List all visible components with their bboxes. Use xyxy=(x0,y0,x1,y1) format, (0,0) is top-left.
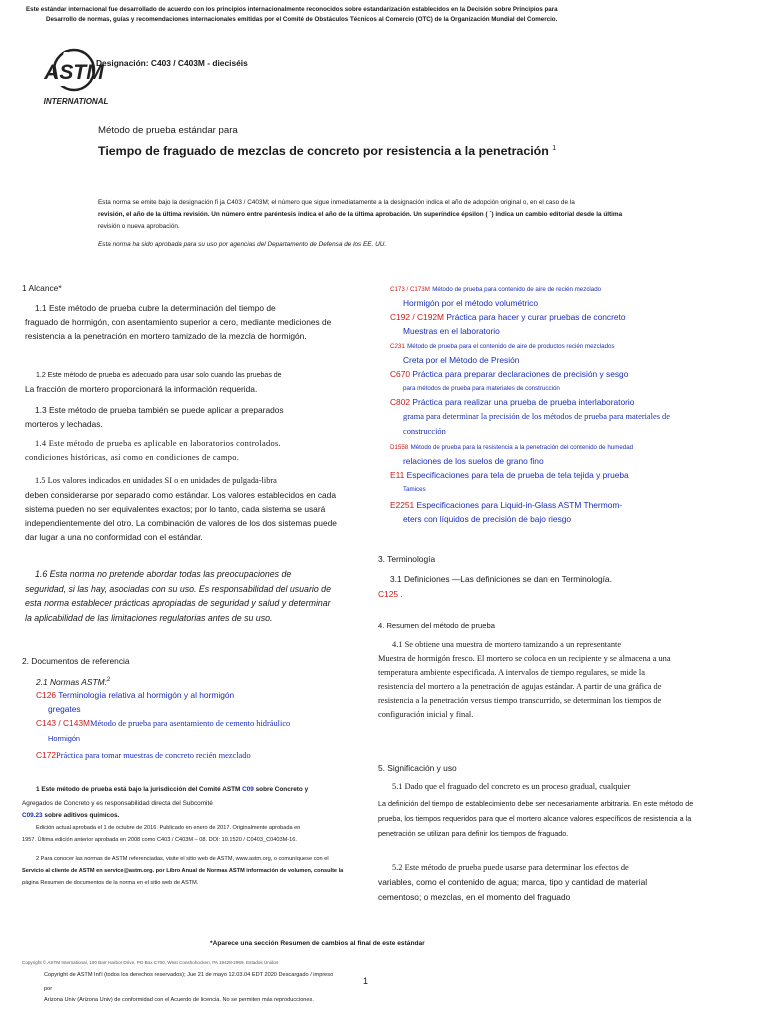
intro-line3: revisión o nueva aprobación. xyxy=(98,223,180,230)
download-line-3: Arizona Univ (Arizona Univ) de conformidad con el Acuerdo de licencia. No se permiten más reproducciones. xyxy=(44,997,314,1003)
para-1-6-line: seguridad, si las hay, asociadas con su uso. Es responsabilidad del usuario de xyxy=(25,583,331,594)
reference-desc[interactable]: Hormigón por el método volumétrico xyxy=(403,298,538,308)
reference-desc[interactable]: grama para determinar la precisión de los métodos de prueba para materiales de xyxy=(403,412,670,421)
para-1-5 xyxy=(25,474,337,544)
reference-item[interactable] xyxy=(390,424,670,439)
reference-code[interactable]: C173 / C173M xyxy=(390,286,430,293)
footnote-1-b: Agregados de Concreto y es responsabilidad directa del Subcomité xyxy=(22,800,213,807)
header-notice xyxy=(26,5,746,24)
reference-code[interactable]: C670 xyxy=(390,369,411,379)
para-1-4 xyxy=(25,437,281,465)
para-4-1-line: 4.1 Se obtiene una muestra de mortero tamizando a un representante xyxy=(392,640,622,649)
para-3-1-link[interactable]: C125 . xyxy=(378,589,403,599)
reference-item[interactable] xyxy=(390,482,670,496)
left-reference-list xyxy=(36,688,290,763)
footnote-2-a: 2 Para conocer las normas de ASTM referenciadas, visite el sitio web de ASTM, www.astm.org, o comuníquese con el xyxy=(36,856,329,862)
para-5-1-line: La definición del tiempo de establecimiento debe ser necesariamente arbitraria. En este método de xyxy=(378,799,694,808)
reference-item[interactable] xyxy=(390,468,670,482)
para-5-1-line: prueba, los tiempos requeridos para que el mortero alcance valores específicos de resistencia a la xyxy=(378,814,692,823)
para-4-1-line: temperatura ambiente especificada. A intervalos de tiempo regulares, se mide la xyxy=(378,668,645,677)
para-5-1-line: penetración se utilizan para definir los tiempos de fraguado. xyxy=(378,829,569,838)
reference-desc[interactable]: Especificaciones para Liquid-in-Glass ASTM Thermom- xyxy=(416,500,623,510)
subtitle: Método de prueba estándar para xyxy=(98,125,238,136)
para-5-2-line: cementoso; o mezclas, en el momento del fraguado xyxy=(378,892,571,902)
footnote-1-c-link[interactable]: C09.23 xyxy=(22,812,43,819)
para-1-3-line: morteros y lechadas. xyxy=(25,419,103,429)
summary-note: *Aparece una sección Resumen de cambios al final de este estándar xyxy=(210,940,425,947)
reference-desc[interactable]: relaciones de los suelos de grano fino xyxy=(403,456,544,466)
footnote-1-text: 1 Este método de prueba está bajo la jurisdicción del Comité ASTM xyxy=(36,786,241,793)
footnote-1-tail: sobre Concreto y xyxy=(255,786,309,793)
section1-heading: 1 Alcance* xyxy=(22,283,62,293)
para-1-5-line: deben considerarse por separado como estándar. Los valores establecidos en cada xyxy=(25,490,337,500)
reference-desc[interactable]: Práctica para tomar muestras de concreto recién mezclado xyxy=(56,751,251,760)
right-reference-list xyxy=(390,282,670,526)
para-1-6-line: esta norma establecer prácticas apropiadas de seguridad y salud y determinar xyxy=(25,598,331,608)
reference-desc[interactable]: Práctica para hacer y curar pruebas de concreto xyxy=(446,312,626,322)
download-line-2: por xyxy=(44,986,53,992)
reference-item[interactable] xyxy=(390,310,670,324)
para-4-1-line: resistencia del mortero a la penetración de agujas estándar. A partir de una gráfica de xyxy=(378,682,662,691)
para-5-2-line: 5.2 Este método de prueba puede usarse para determinar los efectos de xyxy=(392,863,629,872)
reference-desc[interactable]: Práctica para realizar una prueba de prueba interlaboratorio xyxy=(412,397,635,407)
para-1-5-line: dar lugar a una no conformidad con el estándar. xyxy=(25,532,203,542)
footnote-1 xyxy=(36,786,308,793)
footnote-1-link[interactable]: C09 xyxy=(242,786,254,793)
para-5-2-line: variables, como el contenido de agua; marca, tipo y cantidad de material xyxy=(378,877,648,887)
reference-item[interactable] xyxy=(36,702,290,716)
reference-desc[interactable]: Terminología relativa al hormigón y al hormigón xyxy=(58,690,235,700)
para-1-3 xyxy=(25,403,284,431)
para-1-4-line: condiciones históricas, así como en condiciones de campo. xyxy=(25,453,240,462)
para-4-1-line: Muestra de hormigón fresco. El mortero se coloca en un recipiente y se almacena a una xyxy=(378,654,671,663)
para-1-1-line: fraguado de hormigón, con asentamiento superior a cero, mediante mediciones de xyxy=(25,317,332,327)
section4-heading: 4. Resumen del método de prueba xyxy=(378,621,495,630)
reference-item[interactable] xyxy=(390,324,670,338)
reference-item[interactable] xyxy=(36,748,290,763)
reference-item[interactable] xyxy=(390,395,670,409)
astm-logo xyxy=(40,46,112,108)
para-1-5-line: 1.5 Los valores indicados en unidades SI o en unidades de pulgada-libra xyxy=(35,476,277,485)
reference-item[interactable] xyxy=(390,367,670,381)
reference-code[interactable]: C172 xyxy=(36,750,57,760)
reference-item[interactable] xyxy=(390,498,670,512)
reference-item[interactable] xyxy=(390,381,670,395)
footnote-1-d: Edición actual aprobada el 1 de octubre de 2016. Publicado en enero de 2017. Originalmente aprobada en xyxy=(36,825,301,831)
intro-block xyxy=(98,197,738,251)
para-1-2-a: 1.2 Este método de prueba es adecuado para usar solo cuando las pruebas de xyxy=(36,372,282,379)
footnote-1-e: 1957. Última edición anterior aprobada en 2008 como C403 / C403M – 08. DOI: 10.1520 / C0403_C0403M-16. xyxy=(22,837,297,843)
title-text: Tiempo de fraguado de mezclas de concreto por resistencia a la penetración xyxy=(98,144,549,158)
reference-desc[interactable]: Método de prueba para contenido de aire de recién mezclado xyxy=(432,286,602,293)
copyright-line: Copyright © ASTM International, 100 Barr Harbor Drive, PO Box C700, West Conshohocken, PA 19428-2959. Estados Unidos xyxy=(22,960,279,965)
reference-desc[interactable]: Muestras en el laboratorio xyxy=(403,326,500,336)
reference-code[interactable]: C192 / C192M xyxy=(390,312,444,322)
para-4-1-line: configuración inicial y final. xyxy=(378,710,474,719)
para-2-1-text: 2.1 Normas ASTM: xyxy=(36,676,107,687)
reference-desc[interactable]: construcción xyxy=(403,427,446,436)
reference-item[interactable] xyxy=(390,282,670,296)
reference-desc[interactable]: Tamices xyxy=(403,486,426,493)
reference-code[interactable]: C802 xyxy=(390,397,411,407)
section2-heading: 2. Documentos de referencia xyxy=(22,656,130,666)
para-2-1-sup: 2 xyxy=(106,677,111,683)
reference-item[interactable] xyxy=(36,688,290,702)
para-4-1-line: resistencia a la penetración versus tiempo transcurrido, se determinan los tiempos de xyxy=(378,696,662,705)
para-3-1-text: 3.1 Definiciones —Las definiciones se dan en Terminología. xyxy=(390,574,612,584)
para-1-4-line: 1.4 Este método de prueba es aplicable en laboratorios controlados. xyxy=(35,439,281,448)
para-1-1-line: resistencia a la penetración en mortero tamizado de la mezcla de hormigón. xyxy=(25,331,307,341)
logo-caption: INTERNATIONAL xyxy=(43,97,109,106)
reference-item[interactable] xyxy=(390,440,670,454)
reference-desc[interactable]: Método de prueba para asentamiento de cemento hidráulico xyxy=(90,719,291,728)
reference-desc[interactable]: Método de prueba para el contenido de aire de productos recién mezclados xyxy=(407,343,615,350)
para-1-1-line: 1.1 Este método de prueba cubre la determinación del tiempo de xyxy=(35,303,276,313)
reference-item[interactable] xyxy=(36,731,290,746)
footnote-1-c xyxy=(22,812,119,819)
page-title xyxy=(98,144,556,158)
reference-item[interactable] xyxy=(390,296,670,310)
reference-item[interactable] xyxy=(390,339,670,353)
footnote-2-c: página Resumen de documentos de la norma en el sitio web de ASTM. xyxy=(22,880,199,886)
para-5-1-a: 5.1 Dado que el fraguado del concreto es un proceso gradual, cualquier xyxy=(392,782,631,791)
para-5-2 xyxy=(378,860,647,905)
section5-heading: 5. Significación y uso xyxy=(378,763,457,773)
para-1-6-line: la aplicabilidad de las limitaciones regulatorias antes de su uso. xyxy=(25,612,273,623)
para-1-6 xyxy=(25,567,331,625)
title-footnote-ref: 1 xyxy=(552,144,557,152)
para-1-5-line: independientemente del otro. La combinación de valores de los dos sistemas puede xyxy=(25,518,337,528)
reference-code[interactable]: E2251 xyxy=(390,500,415,510)
footnote-2-b: Servicio al cliente de ASTM en service@astm.org. por Libro Anual de Normas ASTM información de volumen, consulte la xyxy=(22,868,344,874)
reference-item[interactable] xyxy=(36,716,290,731)
reference-desc[interactable]: Hormigón xyxy=(48,734,81,743)
reference-desc[interactable]: Creta por el Método de Presión xyxy=(403,355,520,365)
footnote-1-c-text: sobre aditivos químicos. xyxy=(44,812,120,819)
para-1-5-line: sistema pueden no ser equivalentes exactos; por lo tanto, cada sistema se usará xyxy=(25,504,326,514)
reference-item[interactable] xyxy=(390,454,670,468)
page-number: 1 xyxy=(363,976,369,986)
header-notice-line2: Desarrollo de normas, guías y recomendaciones internacionales emitidas por el Comité de Obstáculos Técnicos al Comercio (OTC) de la Organización Mundial del Comercio. xyxy=(46,15,558,23)
section3-heading: 3. Terminología xyxy=(378,554,436,564)
reference-code[interactable]: C231 xyxy=(390,343,405,350)
para-5-1-b xyxy=(378,796,693,841)
reference-code[interactable]: C143 / C143M xyxy=(36,718,90,728)
designation: Designación: C403 / C403M - dieciséis xyxy=(96,58,248,68)
intro-line1: Esta norma se emite bajo la designación fi ja C403 / C403M; el número que sigue inmediatamente a la designación indica el año de adopción original o, en el caso de la xyxy=(98,199,575,206)
astm-logo-icon xyxy=(40,46,112,108)
para-3-1 xyxy=(390,572,612,586)
reference-item[interactable] xyxy=(390,409,670,424)
para-1-3-line: 1.3 Este método de prueba también se puede aplicar a preparados xyxy=(35,405,284,415)
para-1-1 xyxy=(25,301,331,343)
intro-line2: revisión, el año de la última revisión. Un número entre paréntesis indica el año de la última aprobación. Un superíndice épsilon ( ´) indica un cambio editorial desde la última xyxy=(98,211,623,218)
reference-desc[interactable]: para métodos de prueba para materiales de construcción xyxy=(403,385,560,392)
para-1-6-line: 1.6 Esta norma no pretende abordar todas las preocupaciones de xyxy=(35,569,292,579)
reference-item[interactable] xyxy=(390,512,670,526)
reference-code[interactable]: D1558 xyxy=(390,444,409,451)
reference-desc[interactable]: Método de prueba para la resistencia a la penetración del contenido de humedad xyxy=(410,444,634,451)
header-notice-line1: Este estándar internacional fue desarrollado de acuerdo con los principios internacionalmente reconocidos sobre estandarización establecidos en la Decisión sobre Principios para xyxy=(26,6,558,13)
intro-approval: Esta norma ha sido aprobada para su uso por agencias del Departamento de Defensa de los EE. UU. xyxy=(98,241,387,248)
reference-desc[interactable]: Especificaciones para tela de prueba de tela tejida y prueba xyxy=(406,470,629,480)
logo-letters: ASTM xyxy=(44,61,104,84)
reference-item[interactable] xyxy=(390,353,670,367)
reference-desc[interactable]: gregates xyxy=(48,704,81,714)
reference-desc[interactable]: Práctica para preparar declaraciones de precisión y sesgo xyxy=(412,369,629,379)
reference-desc[interactable]: eters con líquidos de precisión de bajo riesgo xyxy=(403,514,572,524)
para-4-1 xyxy=(378,638,671,722)
reference-code[interactable]: E11 xyxy=(390,470,405,480)
para-1-2-b: La fracción de mortero proporcionará la información requerida. xyxy=(25,384,258,394)
para-2-1 xyxy=(36,673,110,689)
reference-code[interactable]: C126 xyxy=(36,690,57,700)
download-line-1: Copyright de ASTM Int'l (todos los derechos reservados); Jue 21 de mayo 12.03.04 EDT 2020 Descargado / impreso xyxy=(44,972,334,978)
